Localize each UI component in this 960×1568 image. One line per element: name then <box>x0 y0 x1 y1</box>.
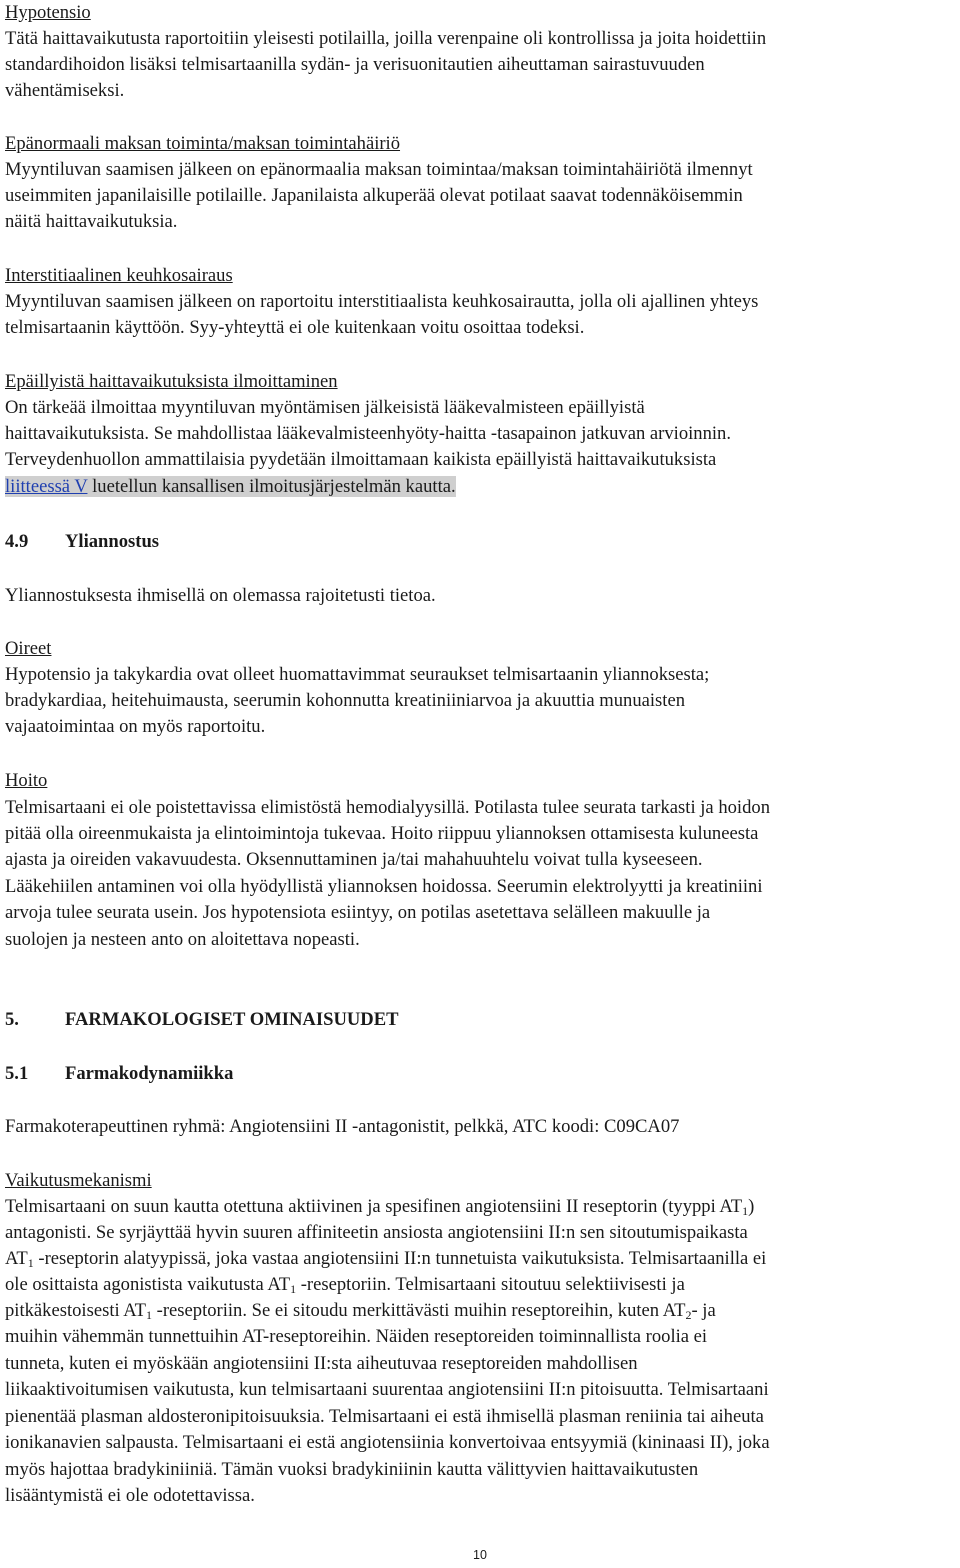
section-title: Yliannostus <box>65 531 160 552</box>
section-5-heading <box>5 1007 399 1033</box>
ilmoittaminen-line: On tärkeää ilmoittaa myyntiluvan myöntämisen jälkeisistä lääkevalmisteen epäillyistä <box>5 397 645 418</box>
subscript: 2 <box>685 1308 692 1322</box>
mekanismi-line: lisääntymistä ei ole odotettavissa. <box>5 1485 255 1506</box>
oireet-line: vajaatoimintaa on myös raportoitu. <box>5 716 266 737</box>
section-5-1-heading <box>5 1061 233 1087</box>
hoito-line: arvoja tulee seurata usein. Jos hypotensiota esiintyy, on potilas asetettava selälleen makuulle ja <box>5 902 711 923</box>
oireet-line: bradykardiaa, heitehuimausta, seerumin kohonnutta kreatiniiniarvoa ja akuuttia munuaisten <box>5 690 686 711</box>
mekanismi-line: liikaaktivoitumisen vaikutusta, kun telmisartaani suurentaa angiotensiini II:n pitoisuutta. Telmisartaani <box>5 1379 769 1400</box>
maksa-heading: Epänormaali maksan toiminta/maksan toimintahäiriö <box>5 133 401 154</box>
hoito-line: ajasta ja oireiden vakavuudesta. Oksennuttaminen ja/tai mahahuuhtelu voivat tulla kyseeseen. <box>5 849 703 870</box>
section-number: 5. <box>5 1009 19 1030</box>
text-run: AT <box>5 1248 28 1269</box>
mekanismi-line: muihin vähemmän tunnettuihin AT-reseptoreihin. Näiden reseptoreiden toiminnallista roolia ei <box>5 1326 708 1347</box>
hypotensio-heading: Hypotensio <box>5 2 91 23</box>
highlighted-text <box>5 476 456 497</box>
keuhko-line: Myyntiluvan saamisen jälkeen on raportoitu interstitiaalista keuhkosairautta, jolla oli ajallinen yhteys <box>5 291 759 312</box>
subscript: 1 <box>27 1256 34 1270</box>
ilmoittaminen-line: haittavaikutuksista. Se mahdollistaa lääkevalmisteenhyöty-haitta -tasapainon jatkuvan arvioinnin. <box>5 423 731 444</box>
keuhko-line: telmisartaanin käyttöön. Syy-yhteyttä ei ole kuitenkaan voitu osoittaa todeksi. <box>5 317 585 338</box>
text-run: ) <box>748 1196 755 1217</box>
hoito-line: pitää olla oireenmukaista ja elintoimintoja tukevaa. Hoito riippuu yliannoksen ottamisesta kuluneesta <box>5 823 759 844</box>
oireet-heading: Oireet <box>5 638 52 659</box>
hoito-line: Telmisartaani ei ole poistettavissa elimistöstä hemodialyysillä. Potilasta tulee seurata tarkasti ja hoidon <box>5 797 770 818</box>
keuhko-heading: Interstitiaalinen keuhkosairaus <box>5 265 233 286</box>
section-4-9-heading <box>5 529 159 555</box>
maksa-line: Myyntiluvan saamisen jälkeen on epänormaalia maksan toimintaa/maksan toimintahäiriötä ilmennyt <box>5 159 753 180</box>
text-run: pitkäkestoisesti AT <box>5 1300 146 1321</box>
section-title: Farmakodynamiikka <box>65 1063 234 1084</box>
mekanismi-line <box>5 1246 766 1272</box>
hoito-line: Lääkehiilen antaminen voi olla hyödyllistä yliannoksen hoidossa. Seerumin elektrolyytti ja kreatiniini <box>5 876 763 897</box>
subscript: 1 <box>290 1282 297 1296</box>
mekanismi-line <box>5 1194 754 1220</box>
mekanismi-line: ionikanavien salpausta. Telmisartaani ei estä angiotensiinia konvertoivaa entsyymiä (kininaasi II), joka <box>5 1432 770 1453</box>
liite-v-link[interactable]: liitteessä V <box>5 476 88 497</box>
section-title: FARMAKOLOGISET OMINAISUUDET <box>65 1009 399 1030</box>
mekanismi-line: pienentää plasman aldosteronipitoisuuksia. Telmisartaani ei estä ihmisellä plasman reniinia tai aiheuta <box>5 1406 764 1427</box>
ilmoittaminen-heading: Epäillyistä haittavaikutuksista ilmoittaminen <box>5 371 338 392</box>
subscript: 1 <box>146 1308 152 1322</box>
text-run: -reseptorin alatyypissä, joka vastaa angiotensiini II:n tunnetuista vaikutuksista. Telmisartaanilla ei <box>33 1248 767 1269</box>
page-number: 10 <box>473 1548 487 1562</box>
text-run: -reseptoriin. Telmisartaani sitoutuu selektiivisesti ja <box>296 1274 685 1295</box>
oireet-line: Hypotensio ja takykardia ovat olleet huomattavimmat seuraukset telmisartaanin yliannoksesta; <box>5 664 710 685</box>
hoito-heading: Hoito <box>5 770 48 791</box>
farmakoterapeuttinen-ryhma: Farmakoterapeuttinen ryhmä: Angiotensiini II -antagonistit, pelkkä, ATC koodi: C09CA07 <box>5 1116 680 1137</box>
text-run: ole osittaista agonistista vaikutusta AT <box>5 1274 291 1295</box>
yliannostus-intro: Yliannostuksesta ihmisellä on olemassa rajoitetusti tietoa. <box>5 585 436 606</box>
section-number: 4.9 <box>5 531 29 552</box>
mekanismi-line: antagonisti. Se syrjäyttää hyvin suuren affiniteetin ansiosta angiotensiini II:n sen sitoutumispaikasta <box>5 1222 748 1243</box>
maksa-line: näitä haittavaikutuksia. <box>5 211 178 232</box>
mekanismi-line: myös hajottaa bradykiniiniä. Tämän vuoksi bradykiniinin kautta välittyvien haittavaikutusten <box>5 1459 699 1480</box>
hypotensio-line: vähentämiseksi. <box>5 80 125 101</box>
vaikutusmekanismi-heading: Vaikutusmekanismi <box>5 1170 152 1191</box>
mekanismi-line <box>5 1272 685 1298</box>
text-run: - ja <box>691 1300 716 1321</box>
hypotensio-line: Tätä haittavaikutusta raportoitiin yleisesti potilailla, joilla verenpaine oli kontrollissa ja joita hoidettiin <box>5 28 767 49</box>
maksa-line: useimmiten japanilaisille potilaille. Japanilaista alkuperää olevat potilaat saavat todennäköisemmin <box>5 185 743 206</box>
hypotensio-line: standardihoidon lisäksi telmisartaanilla sydän- ja verisuonitautien aiheuttaman sairastuvuuden <box>5 54 705 75</box>
hoito-line: suolojen ja nesteen anto on aloitettava nopeasti. <box>5 929 360 950</box>
text-run: Telmisartaani on suun kautta otettuna aktiivinen ja spesifinen angiotensiini II reseptorin (tyyppi AT <box>5 1196 743 1217</box>
ilmoittaminen-link-line <box>5 474 456 500</box>
subscript: 1 <box>742 1204 749 1218</box>
link-tail-text: luetellun kansallisen ilmoitusjärjestelmän kautta. <box>87 476 456 497</box>
mekanismi-line <box>5 1298 716 1324</box>
text-run: -reseptoriin. Se ei sitoudu merkittävästi muihin reseptoreihin, kuten AT <box>152 1300 686 1321</box>
mekanismi-line: tunneta, kuten ei myöskään angiotensiini II:sta aiheutuvaa reseptoreiden mahdollisen <box>5 1353 638 1374</box>
section-number: 5.1 <box>5 1063 29 1084</box>
ilmoittaminen-line: Terveydenhuollon ammattilaisia pyydetään ilmoittamaan kaikista epäillyistä haittavaikutuksista <box>5 449 717 470</box>
